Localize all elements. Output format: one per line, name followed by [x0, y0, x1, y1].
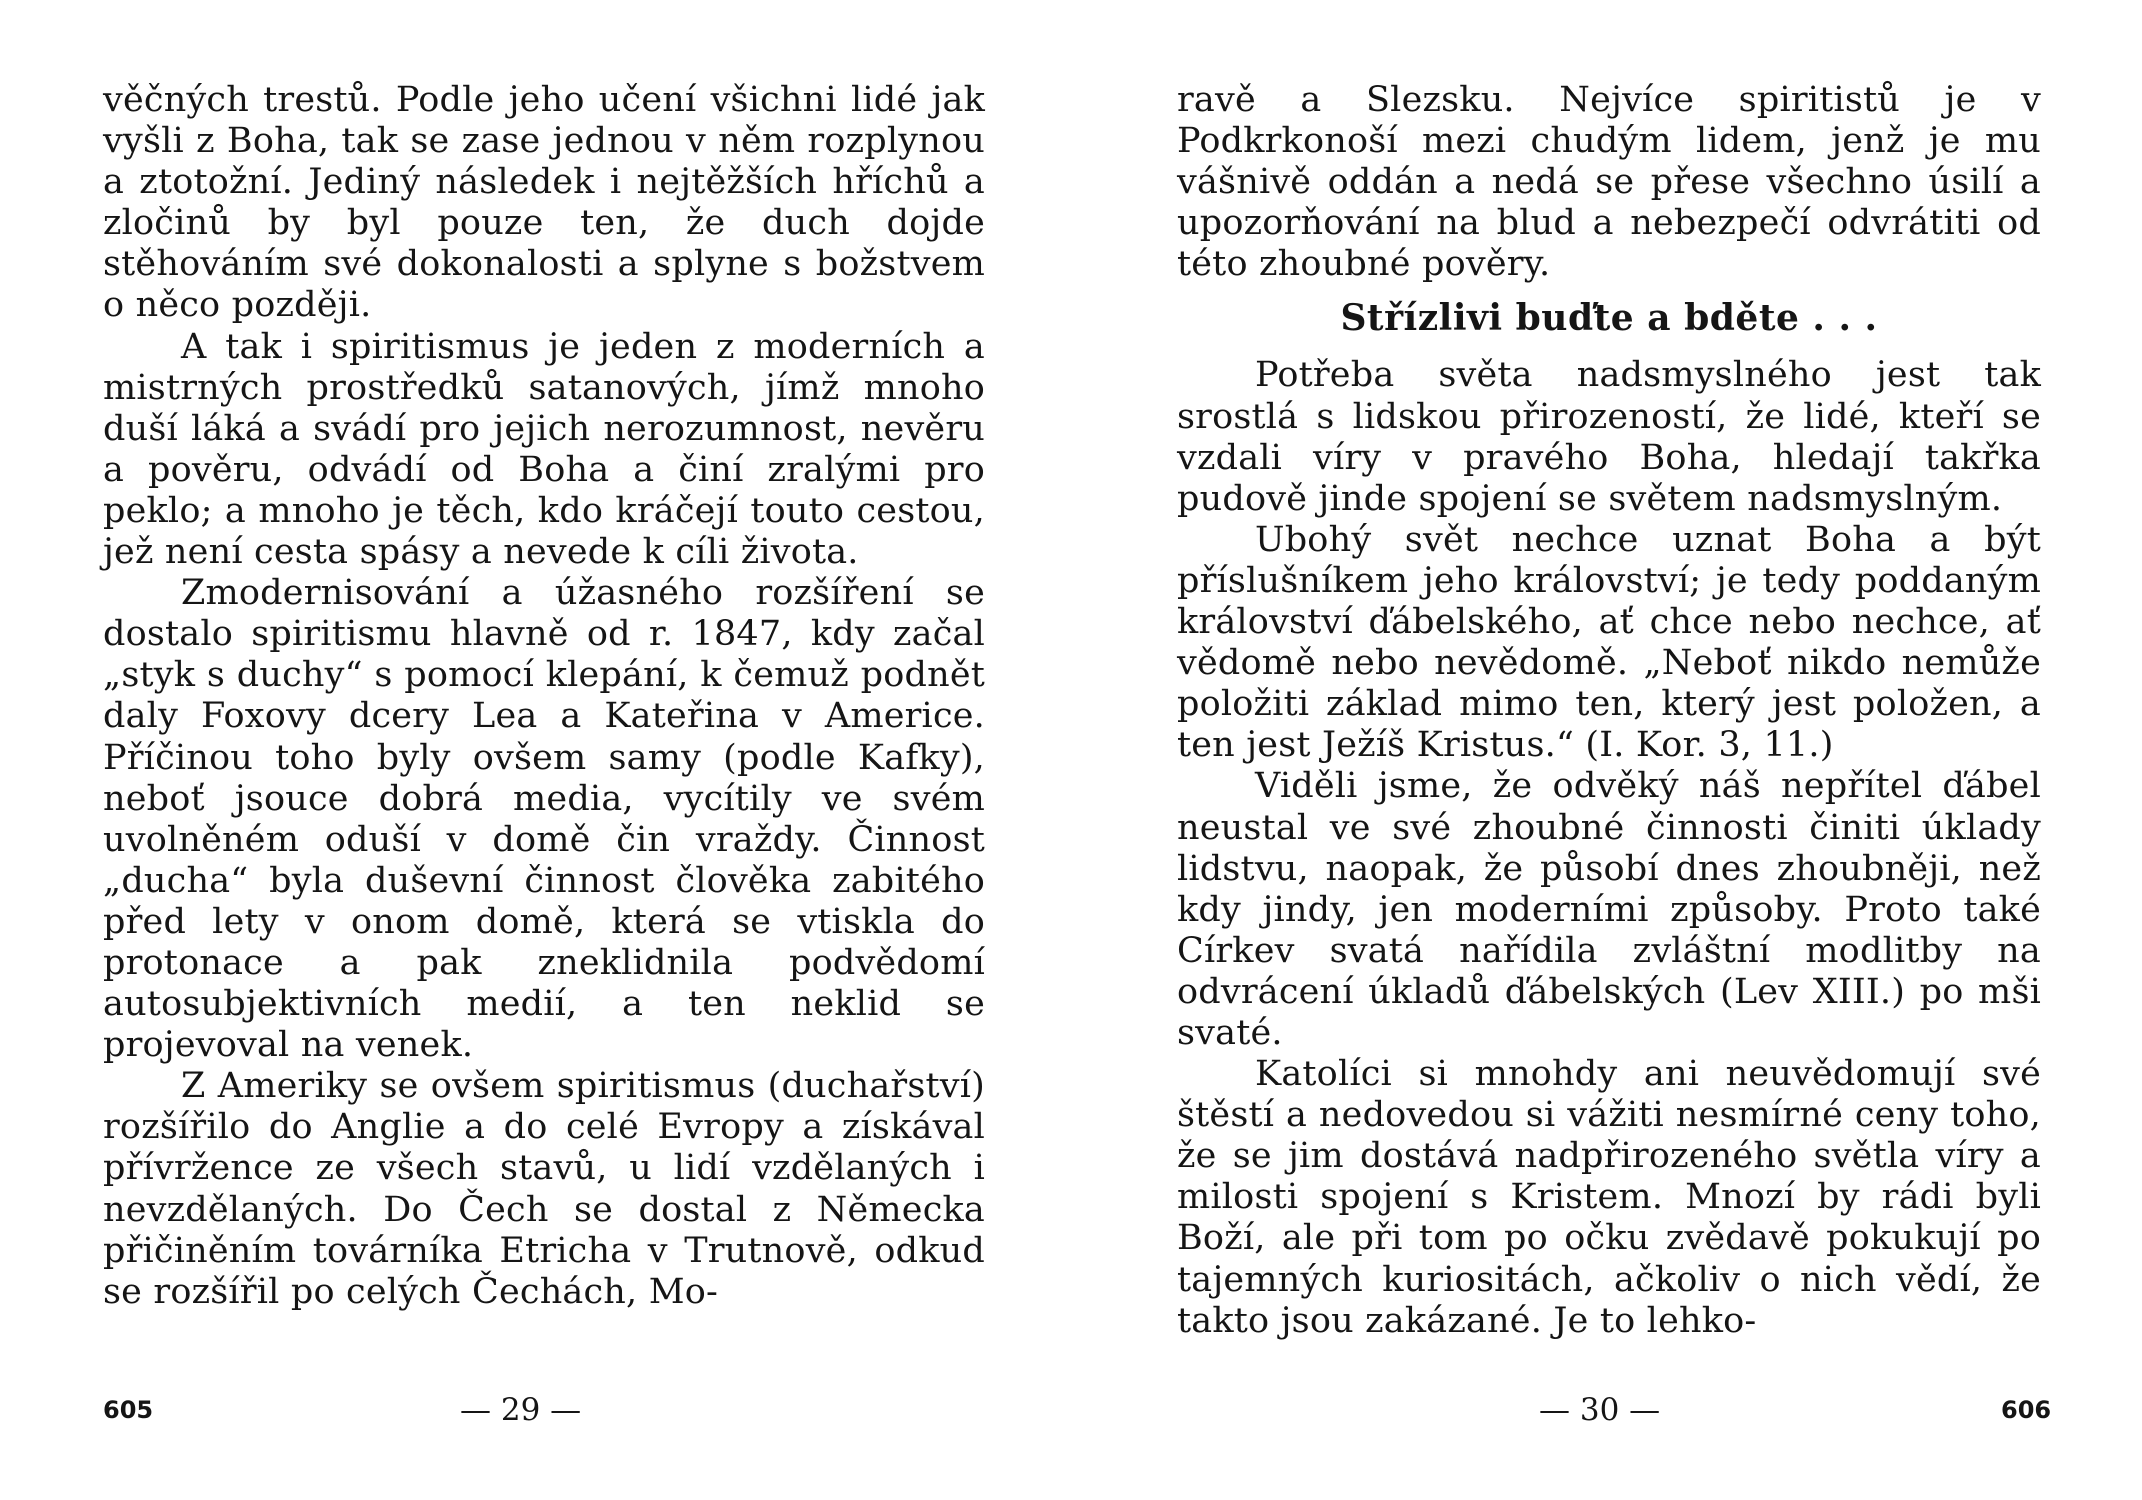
paragraph: věčných trestů. Podle jeho učení všichni lidé jak vyšli z Boha, tak se zase jednou v něm rozplynou a ztotožní. Jediný následek i nejtěžších hříchů a zločinů by byl pouze ten, že duch dojde stěhováním své dokonalosti a splyne s božstvem o něco později. [103, 80, 985, 326]
section-heading: Střízlivi buďte a bděte . . . [1340, 297, 1878, 340]
paragraph: Zmodernisování a úžasného rozšíření se dostalo spiritismu hlavně od r. 1847, kdy začal „styk s duchy“ s pomocí klepání, k čemuž podnět daly Foxovy dcery Lea a Kateřina v Americe. Příčinou toho byly ovšem samy (podle Kafky), neboť jsouce dobrá media, vycítily ve svém uvolněném oduší v domě čin vraždy. Činnost „ducha“ byla duševní činnost člověka zabitého před lety v onom domě, která se vtiskla do protonace a pak zneklidnila podvědomí autosubjektivních medií, a ten neklid se projevoval na venek. [103, 573, 985, 1066]
printer-signature: 605 [103, 1396, 154, 1424]
printer-signature: 606 [2001, 1396, 2052, 1424]
paragraph: Katolíci si mnohdy ani neuvědomují své štěstí a nedovedou si vážiti nesmírné ceny toho, že se jim dostává nadpřirozeného světla víry a milosti spojení s Kristem. Mnozí by rádi byli Boží, ale při tom po očku zvědavě pokukují po tajemných kuriositách, ačkoliv o nich vědí, že takto jsou zakázané. Je to lehko- [1177, 1054, 2041, 1341]
page-number: — 30 — [1539, 1392, 1661, 1428]
paragraph: Potřeba světa nadsmyslného jest tak srostlá s lidskou přirozeností, že lidé, kteří se vzdali víry v pravého Boha, hledají takřka pudově jinde spojení se světem nadsmyslným. [1177, 355, 2041, 519]
left-text-column [103, 80, 985, 1313]
page-number: — 29 — [460, 1392, 582, 1428]
paragraph: ravě a Slezsku. Nejvíce spiritistů je v Podkrkonoší mezi chudým lidem, jenž je mu vášnivě oddán a nedá se přese všechno úsilí a upozorňování na blud a nebezpečí odvrátiti od této zhoubné pověry. [1177, 80, 2041, 285]
paragraph: A tak i spiritismus je jeden z moderních a mistrných prostředků satanových, jímž mnoho duší láká a svádí pro jejich nerozumnost, nevěru a pověru, odvádí od Boha a činí zralými pro peklo; a mnoho je těch, kdo kráčejí touto cestou, jež není cesta spásy a nevede k cíli života. [103, 326, 985, 573]
paragraph: Z Ameriky se ovšem spiritismus (duchařství) rozšířilo do Anglie a do celé Evropy a získával přívržence ze všech stavů, u lidí vzdělaných i nevzdělaných. Do Čech se dostal z Německa přičiněním továrníka Etricha v Trutnově, odkud se rozšířil po celých Čechách, Mo- [103, 1066, 985, 1312]
right-text-column [1177, 80, 2041, 1342]
paragraph: Viděli jsme, že odvěký náš nepřítel ďábel neustal ve své zhoubné činnosti činiti úklady lidstvu, naopak, že působí dnes zhoubněji, než kdy jindy, jen moderními způsoby. Proto také Církev svatá nařídila zvláštní modlitby na odvrácení úkladů ďábelských (Lev XIII.) po mši svaté. [1177, 766, 2041, 1053]
right-page [1071, 0, 2142, 1500]
paragraph: Ubohý svět nechce uznat Boha a být příslušníkem jeho království; je tedy poddaným království ďábelského, ať chce nebo nechce, ať vědomě nebo nevědomě. „Neboť nikdo nemůže položiti základ mimo ten, který jest položen, a ten jest Ježíš Kristus.“ (I. Kor. 3, 11.) [1177, 519, 2041, 766]
